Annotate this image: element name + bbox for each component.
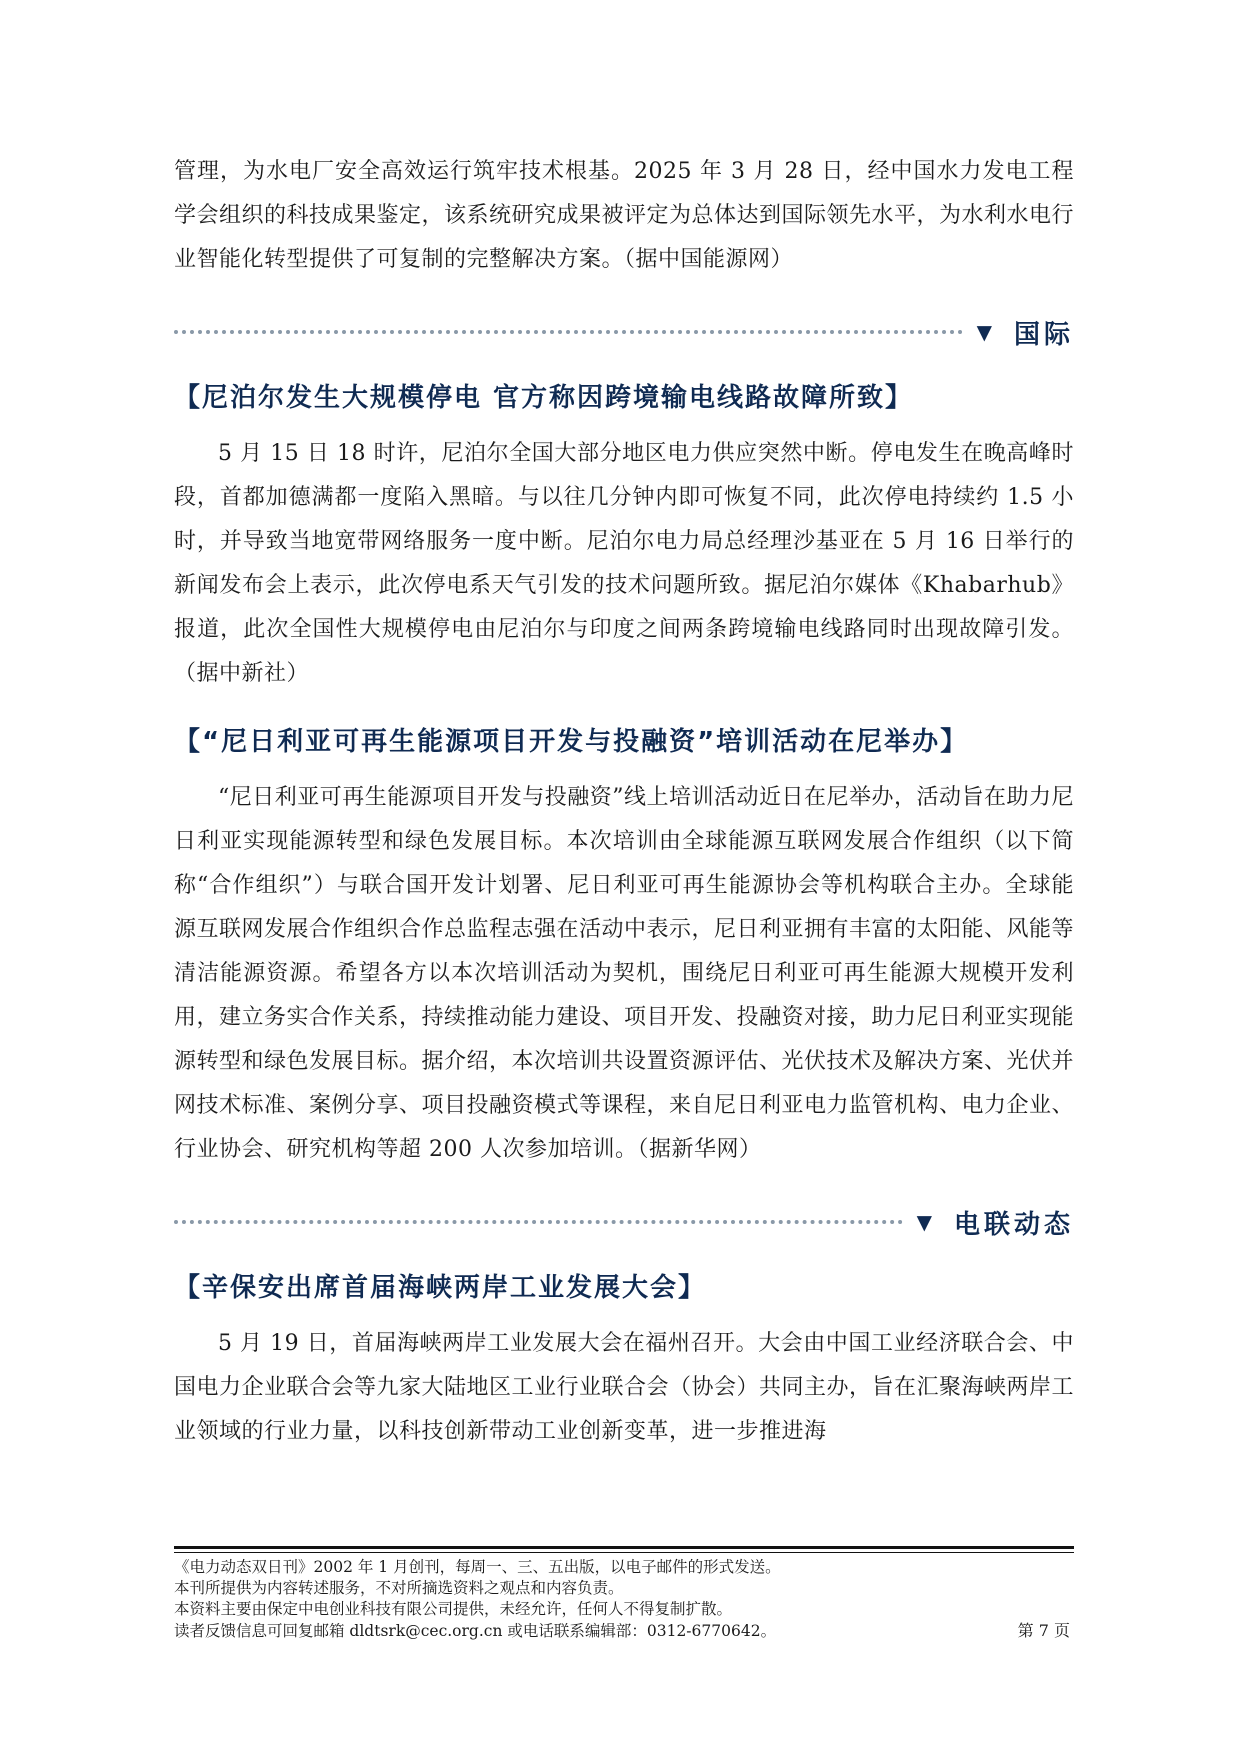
section-divider-cec-news — [174, 1202, 1074, 1242]
section-title-international: 国际 — [1013, 319, 1074, 350]
section-divider-international — [174, 312, 1074, 352]
article-body-nigeria: “尼日利亚可再生能源项目开发与投融资”线上培训活动近日在尼举办，活动旨在助力尼日利亚实现能源转型和绿色发展目标。本次培训由全球能源互联网发展合作组织（以下简称“合作组织”）与联合国开发计划署、尼日利亚可再生能源协会等机构联合主办。全球能源互联网发展合作组织合作总监程志强在活动中表示，尼日利亚拥有丰富的太阳能、风能等清洁能源资源。希望各方以本次培训活动为契机，围绕尼日利亚可再生能源大规模开发利用，建立务实合作关系，持续推动能力建设、项目开发、投融资对接，助力尼日利亚实现能源转型和绿色发展目标。据介绍，本次培训共设置资源评估、光伏技术及解决方案、光伏并网技术标准、案例分享、项目投融资模式等课程，来自尼日利亚电力监管机构、电力企业、行业协会、研究机构等超 200 人次参加培训。（据新华网） — [174, 785, 1075, 1162]
footer-contact-row — [174, 1620, 1074, 1642]
footer-note-1: 《电力动态双日刊》2002 年 1 月创刊，每周一、三、五出版，以电子邮件的形式发送。 — [174, 1558, 781, 1576]
article-body-conference: 5 月 19 日，首届海峡两岸工业发展大会在福州召开。大会由中国工业经济联合会、中国电力企业联合会等九家大陆地区工业行业联合会（协会）共同主办，旨在汇聚海峡两岸工业领域的行业力量，以科技创新带动工业创新变革，进一步推进海 — [174, 1331, 1074, 1444]
main-content — [174, 150, 1074, 1454]
footer-note-3: 本资料主要由保定中电创业科技有限公司提供，未经允许，任何人不得复制扩散。 — [174, 1600, 733, 1618]
continued-paragraph: 管理，为水电厂安全高效运行筑牢技术根基。2025 年 3 月 28 日，经中国水力发电工程学会组织的科技成果鉴定，该系统研究成果被评定为总体达到国际领先水平，为水利水电行业智能化转型提供了可复制的完整解决方案。（据中国能源网） — [174, 159, 1075, 272]
article-body-nepal: 5 月 15 日 18 时许，尼泊尔全国大部分地区电力供应突然中断。停电发生在晚高峰时段，首都加德满都一度陷入黑暗。与以往几分钟内即可恢复不同，此次停电持续约 1.5 小时，并导致当地宽带网络服务一度中断。尼泊尔电力局总经理沙基亚在 5 月 16 日举行的新闻发布会上表示，此次停电系天气引发的技术问题所致。据尼泊尔媒体《Khabarhub》报道，此次全国性大规模停电由尼泊尔与印度之间两条跨境输电线路同时出现故障引发。（据中新社） — [174, 441, 1074, 686]
article-headline-nepal: 【尼泊尔发生大规模停电 官方称因跨境输电线路故障所致】 — [174, 383, 914, 413]
dotted-rule — [174, 1220, 903, 1224]
footer-rule — [174, 1552, 1074, 1553]
footer-notes — [174, 1557, 1074, 1642]
triangle-down-icon: ▼ — [976, 320, 992, 344]
article-headline-nigeria: 【“尼日利亚可再生能源项目开发与投融资”培训活动在尼举办】 — [174, 727, 969, 757]
footer-note-2: 本刊所提供为内容转述服务，不对所摘选资料之观点和内容负责。 — [174, 1579, 624, 1597]
footer-contact: 读者反馈信息可回复邮箱 dldtsrk@cec.org.cn 或电话联系编辑部：0312-6770642。 — [174, 1622, 777, 1640]
page-number: 第 7 页 — [1017, 1621, 1070, 1640]
triangle-down-icon: ▼ — [916, 1210, 932, 1234]
footer-rule — [174, 1546, 1074, 1549]
section-title-cec-news: 电联动态 — [953, 1209, 1074, 1240]
dotted-rule — [174, 330, 963, 334]
article-headline-conference: 【辛保安出席首届海峡两岸工业发展大会】 — [174, 1273, 707, 1303]
page-footer — [174, 1546, 1074, 1642]
